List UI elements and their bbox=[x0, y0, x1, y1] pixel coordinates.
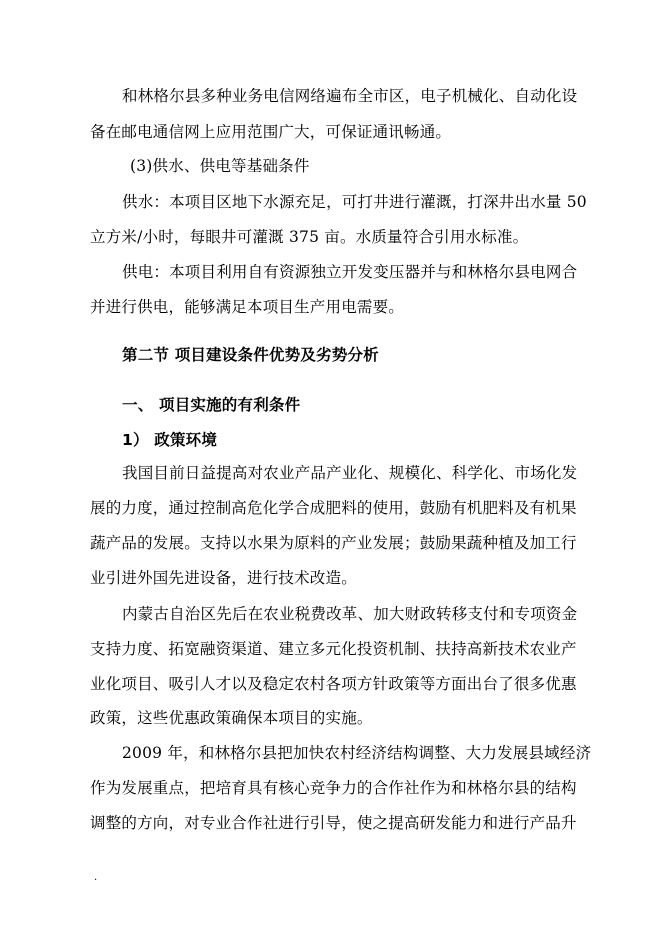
text-line: 并进行供电，能够满足本项目生产用电需要。 bbox=[90, 298, 405, 316]
section-heading: 第二节 项目建设条件优势及劣势分析 bbox=[122, 346, 379, 364]
text-line: 调整的方向，对专业合作社进行引导，使之提高研发能力和进行产品升 bbox=[90, 814, 577, 832]
text-line: 2009 年，和林格尔县把加快农村经济结构调整、大力发展县域经济 bbox=[122, 744, 592, 762]
text-line: 支持力度、拓宽融资渠道、建立多元化投资机制、扶持高新技术农业产 bbox=[90, 640, 577, 658]
text-line: 业化项目、吸引人才以及稳定农村各项方针政策等方面出台了很多优惠 bbox=[90, 675, 577, 693]
text-line: 作为发展重点，把培育具有核心竞争力的合作社作为和林格尔县的结构 bbox=[90, 779, 577, 797]
section-heading: 1） 政策环境 bbox=[122, 431, 218, 449]
text-line: 立方米/小时，每眼井可灌溉 375 亩。水质量符合引用水标准。 bbox=[90, 228, 529, 246]
text-line: 业引进外国先进设备，进行技术改造。 bbox=[90, 569, 357, 587]
text-line: 展的力度，通过控制高危化学合成肥料的使用，鼓励有机肥料及有机果 bbox=[90, 499, 577, 517]
text-line: 备在邮电通信网上应用范围广大，可保证通讯畅通。 bbox=[90, 123, 452, 141]
text-line: 内蒙古自治区先后在农业税费改革、加大财政转移支付和专项资金 bbox=[122, 605, 578, 623]
text-line: 政策，这些优惠政策确保本项目的实施。 bbox=[90, 709, 373, 727]
text-line: 和林格尔县多种业务电信网络遍布全市区，电子机械化、自动化设 bbox=[122, 87, 578, 105]
section-heading: 一、 项目实施的有利条件 bbox=[122, 396, 301, 414]
text-line: 供电：本项目利用自有资源独立开发变压器并与和林格尔县电网合 bbox=[122, 263, 578, 281]
footer-mark: . bbox=[94, 872, 98, 883]
text-line: 蔬产品的发展。支持以水果为原料的产业发展；鼓励果蔬种植及加工行 bbox=[90, 534, 577, 552]
text-line: (3)供水、供电等基础条件 bbox=[130, 157, 310, 175]
text-line: 供水：本项目区地下水源充足，可打井进行灌溉，打深井出水量 50 bbox=[122, 193, 587, 211]
text-line: 我国目前日益提高对农业产品产业化、规模化、科学化、市场化发 bbox=[122, 464, 578, 482]
